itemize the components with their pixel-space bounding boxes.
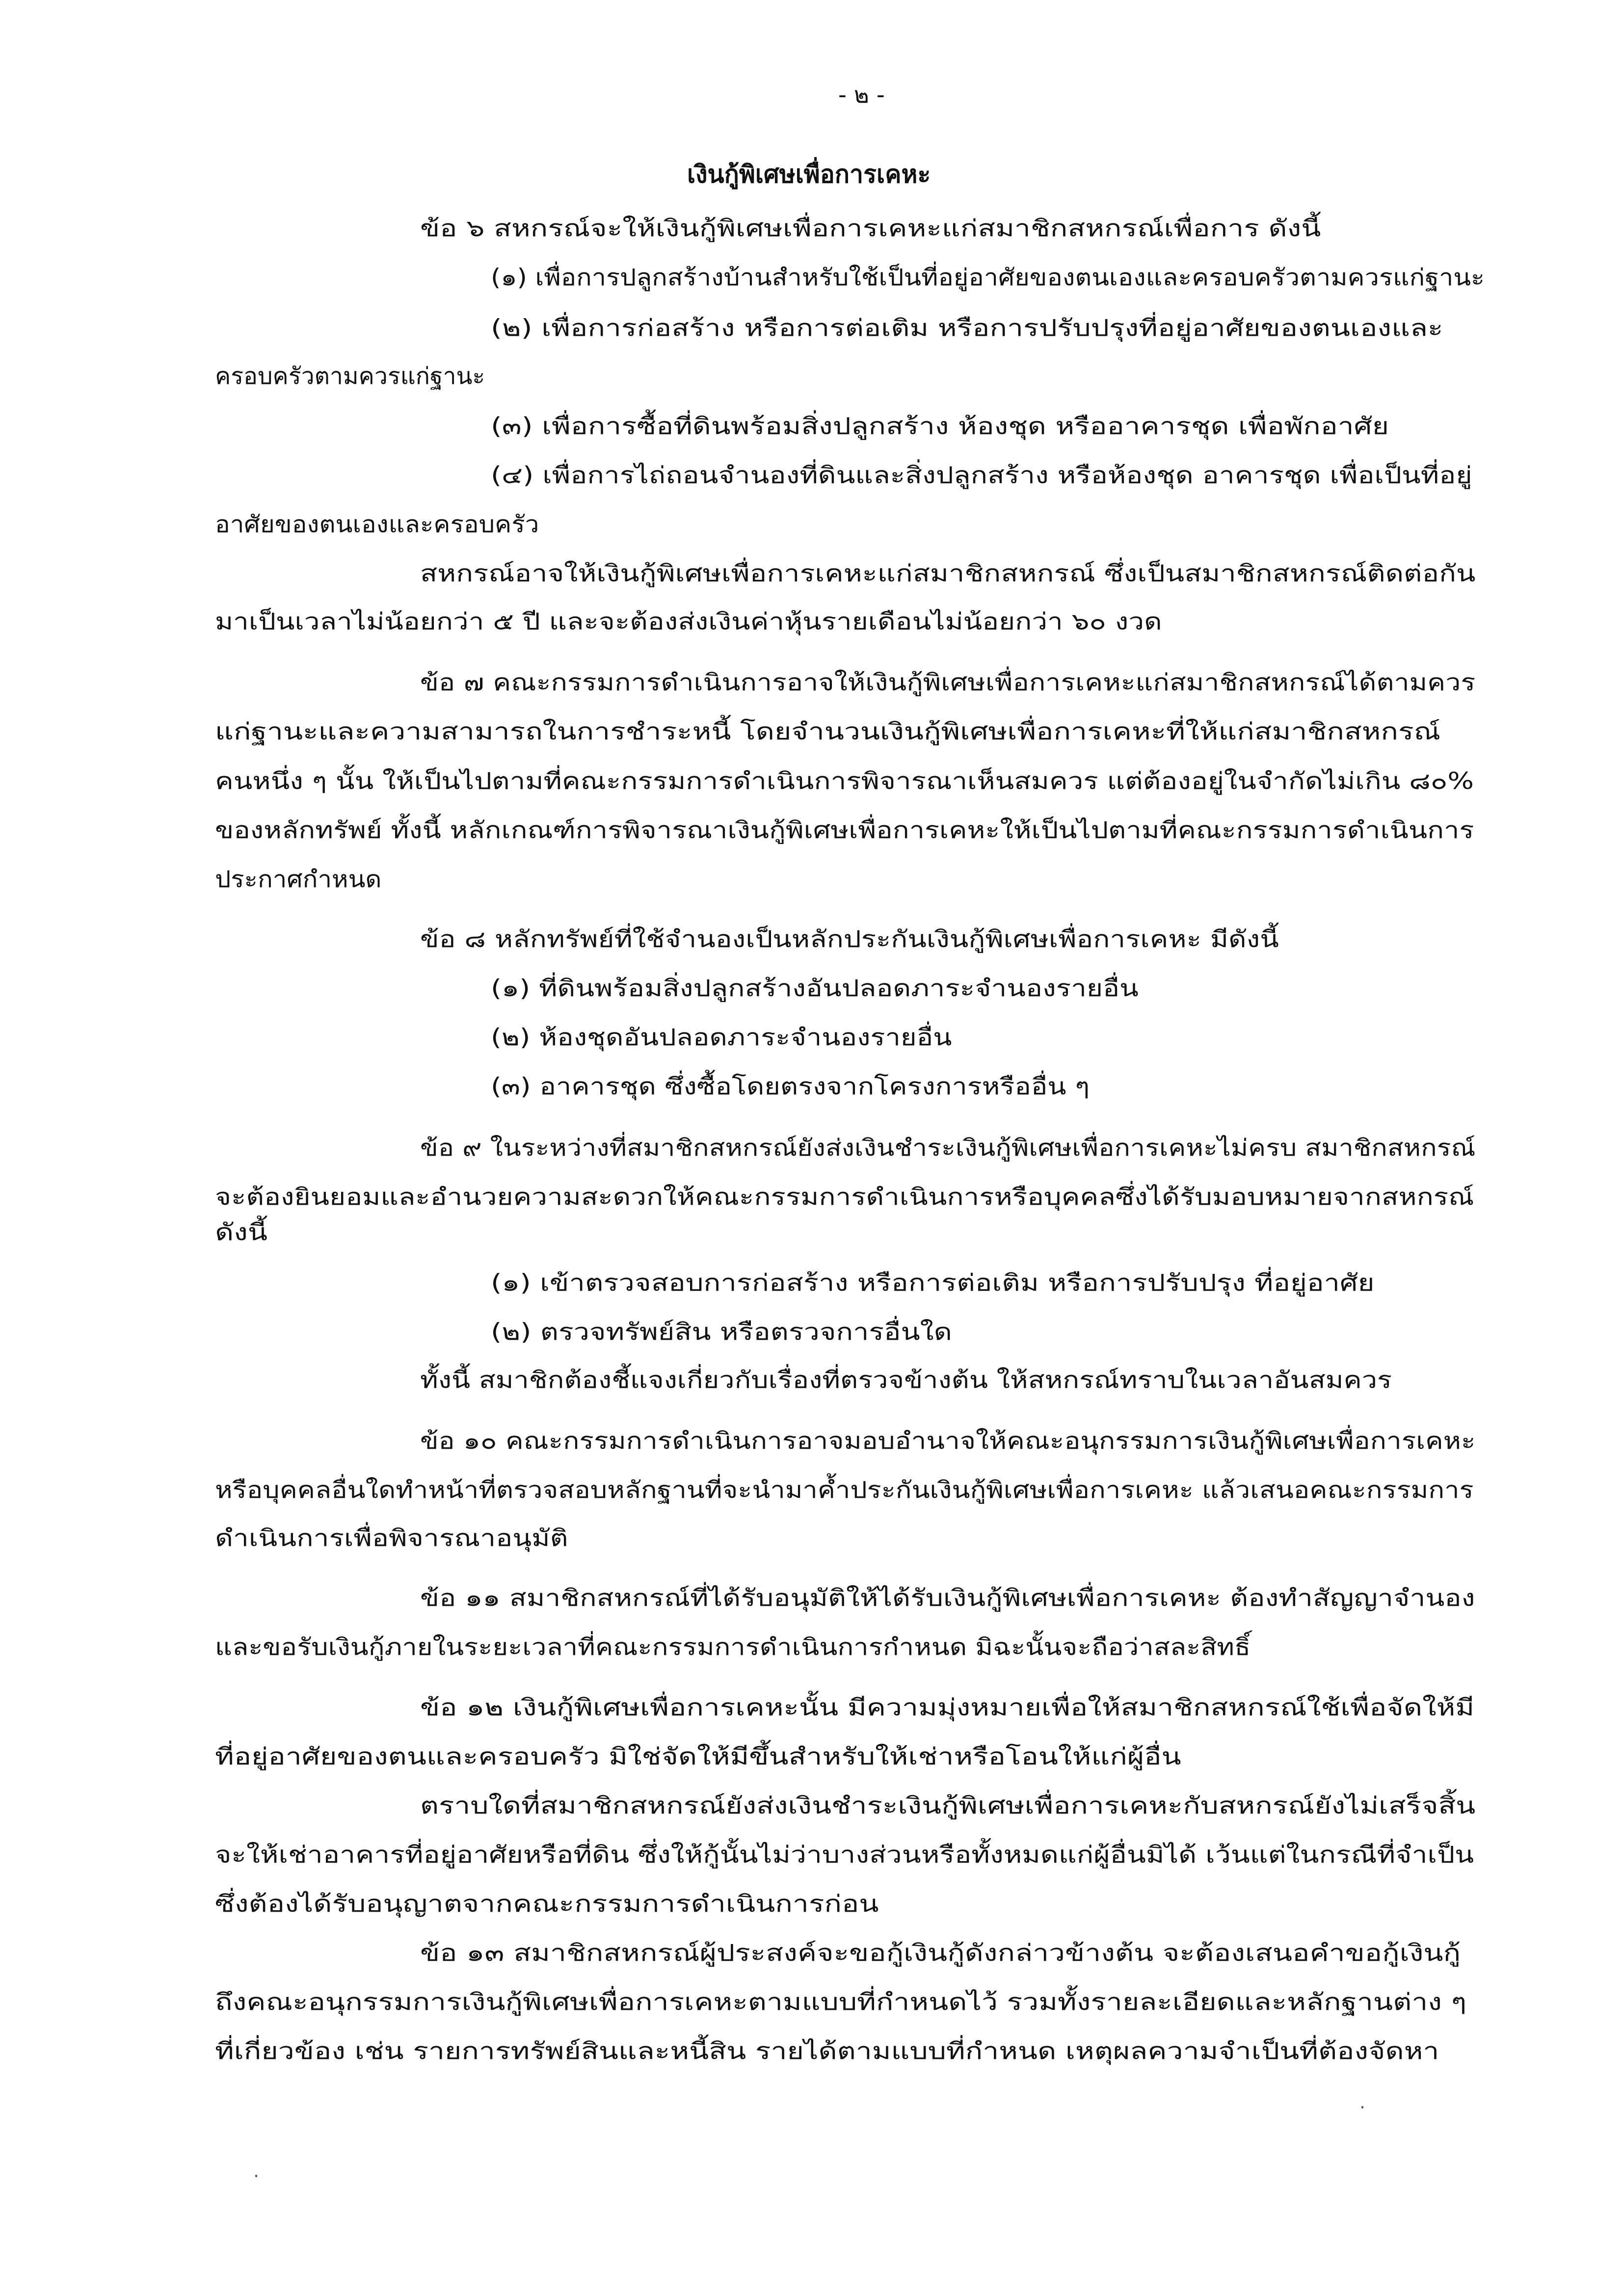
clause-7-line-5: ประกาศกำหนด [215, 866, 382, 893]
clause-12-para-cont-1: จะให้เช่าอาคารที่อยู่อาศัยหรือที่ดิน ซึ่งให้กู้นั้นไม่ว่าบางส่วนหรือทั้งหมดแก่ผู้อื่นมิได้ เว้นแต่ในกรณีที่จำเป็น [215, 1841, 1474, 1868]
clause-7-line-4: ของหลักทรัพย์ ทั้งนี้ หลักเกณฑ์การพิจารณาเงินกู้พิเศษเพื่อการเคหะให้เป็นไปตามที่คณะกรรมการดำเนินการ [215, 817, 1474, 844]
clause-13-line-3: ที่เกี่ยวข้อง เช่น รายการทรัพย์สินและหนี้สิน รายได้ตามแบบที่กำหนด เหตุผลความจำเป็นที่ต้องจัดหา [215, 2038, 1439, 2065]
clause-6-item-4-cont: อาศัยของตนเองและครอบครัว [215, 511, 539, 538]
clause-9-line-2: จะต้องยินยอมและอำนวยความสะดวกให้คณะกรรมการดำเนินการหรือบุคคลซึ่งได้รับมอบหมายจากสหกรณ์ [215, 1184, 1474, 1211]
clause-12-para-cont-2: ซึ่งต้องได้รับอนุญาตจากคณะกรรมการดำเนินการก่อน [215, 1891, 879, 1918]
clause-10-line-3: ดำเนินการเพื่อพิจารณาอนุมัติ [215, 1525, 568, 1552]
page-number: - ๒ - [838, 81, 885, 108]
clause-6-para: สหกรณ์อาจให้เงินกู้พิเศษเพื่อการเคหะแก่สมาชิกสหกรณ์ ซึ่งเป็นสมาชิกสหกรณ์ติดต่อกัน [420, 560, 1476, 587]
clause-12-line-2: ที่อยู่อาศัยของตนและครอบครัว มิใช่จัดให้มีขึ้นสำหรับให้เช่าหรือโอนให้แก่ผู้อื่น [215, 1743, 1181, 1770]
clause-11-line-2: และขอรับเงินกู้ภายในระยะเวลาที่คณะกรรมการดำเนินการกำหนด มิฉะนั้นจะถือว่าสละสิทธิ์ [215, 1634, 1251, 1661]
clause-11-line-1: ข้อ ๑๑ สมาชิกสหกรณ์ที่ได้รับอนุมัติให้ได้รับเงินกู้พิเศษเพื่อการเคหะ ต้องทำสัญญาจำนอง [420, 1585, 1475, 1612]
clause-6-item-1: (๑) เพื่อการปลูกสร้างบ้านสำหรับใช้เป็นที่อยู่อาศัยของตนเองและครอบครัวตามควรแก่ฐานะ [491, 264, 1485, 291]
scan-speck [1361, 2106, 1363, 2108]
clause-12-line-1: ข้อ ๑๒ เงินกู้พิเศษเพื่อการเคหะนั้น มีความมุ่งหมายเพื่อให้สมาชิกสหกรณ์ใช้เพื่อจัดให้มี [420, 1694, 1475, 1721]
clause-8-heading: ข้อ ๘ หลักทรัพย์ที่ใช้จำนองเป็นหลักประกันเงินกู้พิเศษเพื่อการเคหะ มีดังนี้ [420, 926, 1279, 953]
section-title: เงินกู้พิเศษเพื่อการเคหะ [687, 160, 931, 189]
clause-8-item-1: (๑) ที่ดินพร้อมสิ่งปลูกสร้างอันปลอดภาระจำนองรายอื่น [491, 975, 1139, 1002]
clause-13-line-2: ถึงคณะอนุกรรมการเงินกู้พิเศษเพื่อการเคหะตามแบบที่กำหนดไว้ รวมทั้งรายละเอียดและหลักฐานต่าง ๆ [215, 1989, 1467, 2016]
clause-6-item-4: (๔) เพื่อการไถ่ถอนจำนองที่ดินและสิ่งปลูกสร้าง หรือห้องชุด อาคารชุด เพื่อเป็นที่อยู่ [491, 462, 1472, 489]
clause-13-line-1: ข้อ ๑๓ สมาชิกสหกรณ์ผู้ประสงค์จะขอกู้เงินกู้ดังกล่าวข้างต้น จะต้องเสนอคำขอกู้เงินกู้ [420, 1940, 1461, 1967]
clause-7-line-3: คนหนึ่ง ๆ นั้น ให้เป็นไปตามที่คณะกรรมการดำเนินการพิจารณาเห็นสมควร แต่ต้องอยู่ในจำกัดไม่เกิน ๘๐% [215, 768, 1474, 795]
scan-speck [255, 2175, 257, 2177]
clause-9-line-1: ข้อ ๙ ในระหว่างที่สมาชิกสหกรณ์ยังส่งเงินชำระเงินกู้พิเศษเพื่อการเคหะไม่ครบ สมาชิกสหกรณ์ [420, 1134, 1476, 1162]
clause-9-note: ทั้งนี้ สมาชิกต้องชี้แจงเกี่ยวกับเรื่องที่ตรวจข้างต้น ให้สหกรณ์ทราบในเวลาอันสมควร [420, 1367, 1392, 1394]
clause-6-heading: ข้อ ๖ สหกรณ์จะให้เงินกู้พิเศษเพื่อการเคหะแก่สมาชิกสหกรณ์เพื่อการ ดังนี้ [420, 215, 1321, 242]
clause-10-line-2: หรือบุคคลอื่นใดทำหน้าที่ตรวจสอบหลักฐานที่จะนำมาค้ำประกันเงินกู้พิเศษเพื่อการเคหะ แล้วเสนอคณะกรรมการ [215, 1477, 1474, 1504]
clause-7-line-2: แก่ฐานะและความสามารถในการชำระหนี้ โดยจำนวนเงินกู้พิเศษเพื่อการเคหะที่ให้แก่สมาชิกสหกรณ์ [215, 718, 1441, 745]
clause-6-item-2: (๒) เพื่อการก่อสร้าง หรือการต่อเติม หรือการปรับปรุงที่อยู่อาศัยของตนเองและ [491, 315, 1443, 342]
clause-6-para-cont: มาเป็นเวลาไม่น้อยกว่า ๕ ปี และจะต้องส่งเงินค่าหุ้นรายเดือนไม่น้อยกว่า ๖๐ งวด [215, 608, 1162, 635]
clause-7-line-1: ข้อ ๗ คณะกรรมการดำเนินการอาจให้เงินกู้พิเศษเพื่อการเคหะแก่สมาชิกสหกรณ์ได้ตามควร [420, 669, 1476, 696]
clause-12-para: ตราบใดที่สมาชิกสหกรณ์ยังส่งเงินชำระเงินกู้พิเศษเพื่อการเคหะกับสหกรณ์ยังไม่เสร็จสิ้น [420, 1792, 1476, 1819]
clause-9-item-2: (๒) ตรวจทรัพย์สิน หรือตรวจการอื่นใด [491, 1319, 952, 1346]
clause-6-item-3: (๓) เพื่อการซื้อที่ดินพร้อมสิ่งปลูกสร้าง ห้องชุด หรืออาคารชุด เพื่อพักอาศัย [491, 413, 1389, 440]
clause-9-line-3: ดังนี้ [215, 1219, 268, 1246]
clause-10-line-1: ข้อ ๑๐ คณะกรรมการดำเนินการอาจมอบอำนาจให้คณะอนุกรรมการเงินกู้พิเศษเพื่อการเคหะ [420, 1428, 1476, 1455]
clause-8-item-2: (๒) ห้องชุดอันปลอดภาระจำนองรายอื่น [491, 1024, 952, 1051]
clause-6-item-2-cont: ครอบครัวตามควรแก่ฐานะ [215, 363, 485, 390]
clause-9-item-1: (๑) เข้าตรวจสอบการก่อสร้าง หรือการต่อเติม หรือการปรับปรุง ที่อยู่อาศัย [491, 1270, 1375, 1297]
clause-8-item-3: (๓) อาคารชุด ซึ่งซื้อโดยตรงจากโครงการหรืออื่น ๆ [491, 1073, 1090, 1100]
